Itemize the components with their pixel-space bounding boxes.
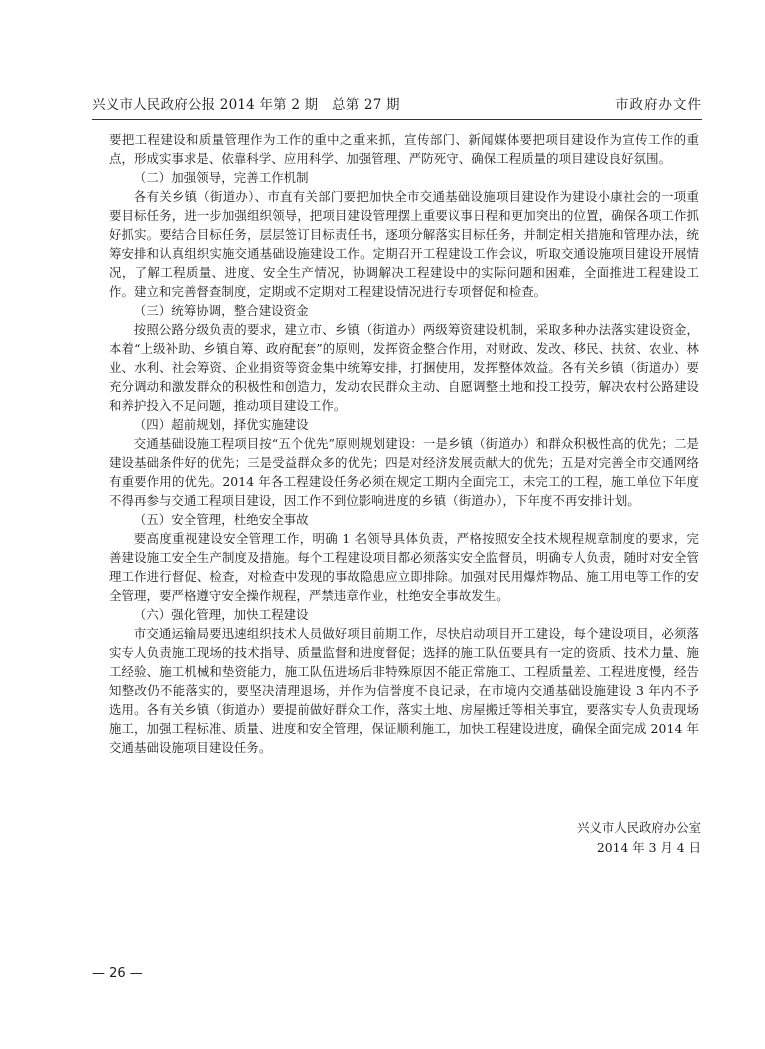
issue-date: 2014 年 3 月 4 日	[596, 840, 701, 855]
paragraph-funding: 按照公路分级负责的要求，建立市、乡镇（街道办）两级筹资建设机制，采取多种办法落实建设资金，本着“上级补助、乡镇自筹、政府配套”的原则，发挥资金整合作用，对财政、发改、移民、扶贫、农业、林业、水利、社会筹资、企业捐资等资金集中统筹安排，打捆使用，发挥整体效益。各有关乡镇（街道办）要充分调动和激发群众的积极性和创造力，发动农民群众主动、自愿调整土地和投工投劳，解决农村公路建设和养护投入不足问题，推动项目建设工作。	[109, 322, 699, 413]
page-number: — 26 —	[92, 966, 143, 981]
section-heading-5: （五）安全管理，杜绝安全事故	[133, 512, 309, 527]
document-body	[109, 130, 699, 757]
section-heading-3: （三）统筹协调，整合建设资金	[133, 303, 309, 318]
header-divider	[92, 119, 702, 120]
issuing-office: 兴义市人民政府办公室	[577, 820, 701, 835]
paragraph-planning: 交通基础设施工程项目按“五个优先”原则规划建设：一是乡镇（街道办）和群众积极性高的优先；二是建设基础条件好的优先；三是受益群众多的优先；四是对经济发展贡献大的优先；五是对完善全市交通网络有重要作用的优先。2014 年各工程建设任务必须在规定工期内全面完工，未完工的工程，施工单位下年度不得再参与交通工程项目建设，因工作不到位影响进度的乡镇（街道办），下年度不再安排计划。	[109, 436, 699, 508]
paragraph-safety: 要高度重视建设安全管理工作，明确 1 名领导具体负责，严格按照安全技术规程规章制度的要求，完善建设施工安全生产制度及措施。每个工程建设项目都必须落实安全监督员，明确专人负责，随时对安全管理工作进行督促、检查，对检查中发现的事故隐患应立即排除。加强对民用爆炸物品、施工用电等工作的安全管理，要严格遵守安全操作规程，严禁违章作业，杜绝安全事故发生。	[109, 531, 699, 603]
section-heading-2: （二）加强领导，完善工作机制	[133, 170, 309, 185]
section-heading-4: （四）超前规划，择优实施建设	[133, 417, 309, 432]
section-heading-6: （六）强化管理，加快工程建设	[133, 607, 309, 622]
signature-block	[577, 818, 701, 858]
section-label: 市政府办文件	[615, 97, 702, 113]
page-header	[92, 94, 702, 116]
paragraph-management: 市交通运输局要迅速组织技术人员做好项目前期工作，尽快启动项目开工建设，每个建设项目，必须落实专人负责施工现场的技术指导、质量监督和进度督促；选择的施工队伍要具有一定的资质、技术力量、施工经验、施工机械和垫资能力，施工队伍进场后非特殊原因不能正常施工、工程质量差、工程进度慢，经告知整改仍不能落实的，要坚决清理退场，并作为信誉度不良记录，在市境内交通基础设施建设 3 年内不予选用。各有关乡镇（街道办）要提前做好群众工作，落实土地、房屋搬迁等相关事宜，要落实专人负责现场施工，加强工程标准、质量、进度和安全管理，保证顺利施工，加快工程建设进度，确保全面完成 2014 年交通基础设施项目建设任务。	[109, 626, 699, 755]
paragraph-leadership: 各有关乡镇（街道办）、市直有关部门要把加快全市交通基础设施项目建设作为建设小康社会的一项重要目标任务，进一步加强组织领导，把项目建设管理摆上重要议事日程和更加突出的位置，确保各项工作抓好抓实。要结合目标任务，层层签订目标责任书，逐项分解落实目标任务，并制定相关措施和管理办法，统筹安排和认真组织实施交通基础设施建设工作。定期召开工程建设工作会议，听取交通设施项目建设开展情况，了解工程质量、进度、安全生产情况，协调解决工程建设中的实际问题和困难，全面推进工程建设工作。建立和完善督查制度，定期或不定期对工程建设情况进行专项督促和检查。	[109, 189, 699, 299]
paragraph-continuation: 要把工程建设和质量管理作为工作的重中之重来抓，宣传部门、新闻媒体要把项目建设作为宣传工作的重点，形成实事求是、依靠科学、应用科学、加强管理、严防死守、确保工程质量的项目建设良好氛围。	[109, 132, 699, 166]
bulletin-title: 兴义市人民政府公报 2014 年第 2 期 总第 27 期	[92, 97, 400, 113]
